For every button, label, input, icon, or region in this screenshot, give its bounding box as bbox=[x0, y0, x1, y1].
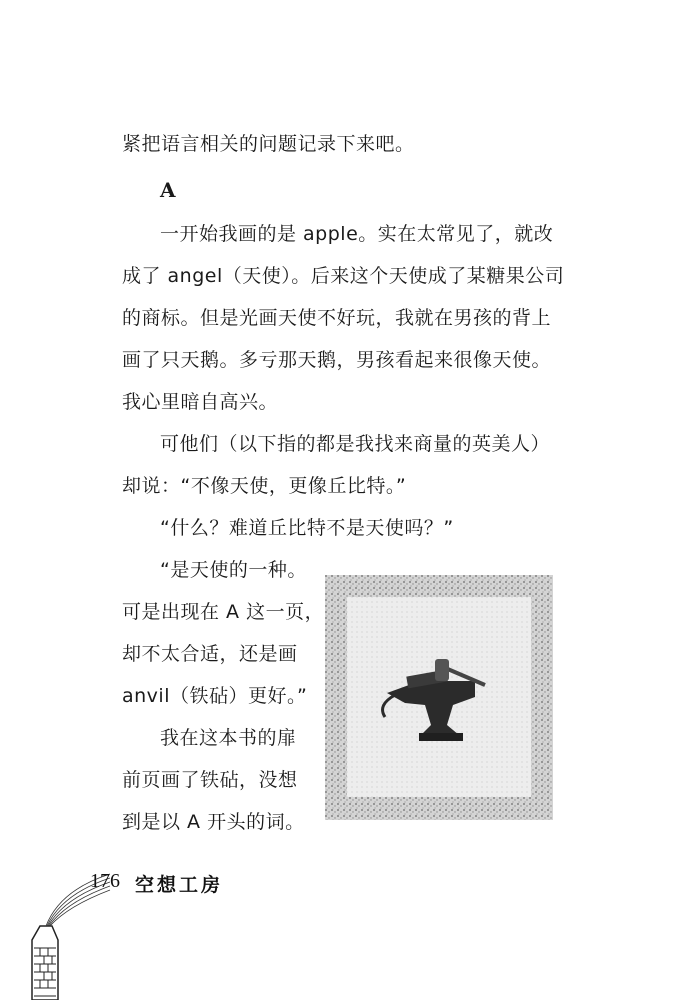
text-line-6: 我心里暗自高兴。 bbox=[122, 391, 279, 413]
text-line-1: 紧把语言相关的问题记录下来吧。 bbox=[122, 133, 415, 155]
text-line-4: 的商标。但是光画天使不好玩，我就在男孩的背上 bbox=[122, 307, 552, 329]
text-line-3: 成了 angel（天使）。后来这个天使成了某糖果公司 bbox=[122, 265, 565, 287]
text-line-15: 前页画了铁砧，没想 bbox=[122, 769, 298, 791]
text-line-9: “什么？难道丘比特不是天使吗？” bbox=[160, 517, 454, 539]
text-line-12: 却不太合适，还是画 bbox=[122, 643, 298, 665]
text-line-10: “是天使的一种。 bbox=[160, 559, 307, 581]
page-number: 176 bbox=[90, 870, 120, 892]
text-line-7: 可他们（以下指的都是我找来商量的英美人） bbox=[160, 433, 551, 455]
text-line-13: anvil（铁砧）更好。” bbox=[122, 685, 308, 707]
anvil-base bbox=[419, 733, 463, 741]
anvil-hammer-illustration bbox=[325, 575, 553, 820]
book-title: 空想工房 bbox=[135, 874, 224, 896]
text-line-11: 可是出现在 A 这一页， bbox=[122, 601, 325, 623]
text-line-8: 却说：“不像天使，更像丘比特。” bbox=[122, 475, 407, 497]
hammer-block-icon bbox=[435, 659, 449, 681]
text-line-2: 一开始我画的是 apple。实在太常见了，就改 bbox=[160, 223, 554, 245]
section-heading: A bbox=[160, 178, 176, 202]
text-line-16: 到是以 A 开头的词。 bbox=[122, 811, 305, 833]
text-line-5: 画了只天鹅。多亏那天鹅，男孩看起来很像天使。 bbox=[122, 349, 552, 371]
text-line-14: 我在这本书的扉 bbox=[160, 727, 297, 749]
